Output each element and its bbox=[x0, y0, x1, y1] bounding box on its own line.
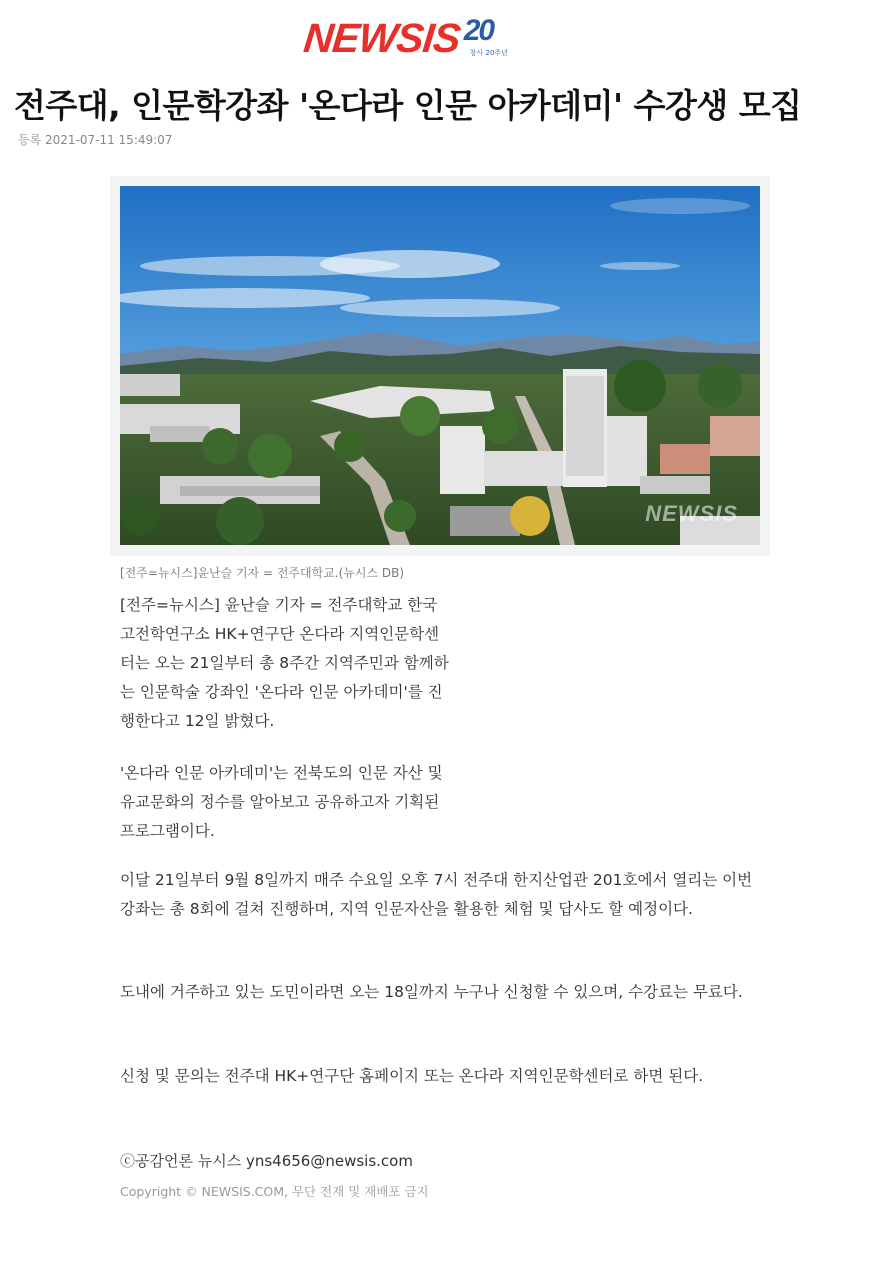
copyright-notice: Copyright © NEWSIS.COM, 무단 전재 및 재배포 금지 bbox=[120, 1184, 429, 1199]
photo-caption: [전주=뉴시스]윤난슬 기자 = 전주대학교.(뉴시스 DB) bbox=[120, 566, 405, 580]
article-paragraph-5: 신청 및 문의는 전주대 HK+연구단 홈페이지 또는 온다라 지역인문학센터로 하면 된다. bbox=[120, 1067, 704, 1085]
article-title: 전주대, 인문학강좌 '온다라 인문 아카데미' 수강생 모집 bbox=[14, 86, 802, 125]
anniversary-emblem bbox=[463, 14, 512, 58]
article-paragraph-1: [전주=뉴시스] 윤난슬 기자 = 전주대학교 한국고전학연구소 HK+연구단 온다라 지역인문학센터는 오는 21일부터 총 8주간 지역주민과 함께하는 인문학술 강좌인 '온다라 인문 아카데미'를 진행한다고 12일 밝혔다. bbox=[120, 596, 449, 730]
photo-watermark: NEWSIS bbox=[645, 501, 738, 526]
reporter-byline: ⓒ공감언론 뉴시스 yns4656@newsis.com bbox=[120, 1152, 413, 1170]
article-paragraph-2: '온다라 인문 아카데미'는 전북도의 인문 자산 및 유교문화의 정수를 알아보고 공유하고자 기획된 프로그램이다. bbox=[120, 764, 443, 840]
publish-date: 등록 2021-07-11 15:49:07 bbox=[18, 133, 173, 147]
article-paragraph-4: 도내에 거주하고 있는 도민이라면 오는 18일까지 누구나 신청할 수 있으며, 수강료는 무료다. bbox=[120, 983, 743, 1001]
anniversary-number: 20 bbox=[463, 14, 494, 47]
logo-wordmark: NEWSIS bbox=[301, 15, 463, 61]
article-paragraph-3: 이달 21일부터 9월 8일까지 매주 수요일 오후 7시 전주대 한지산업관 201호에서 열리는 이번 강좌는 총 8회에 걸쳐 진행하며, 지역 인문자산을 활용한 체험 및 답사도 할 예정이다. bbox=[120, 871, 753, 918]
campus-aerial-image bbox=[120, 186, 760, 545]
anniversary-subtext: 창사 20주년 bbox=[469, 49, 508, 57]
article-photo[interactable] bbox=[120, 186, 760, 545]
newsis-logo[interactable] bbox=[301, 14, 584, 61]
